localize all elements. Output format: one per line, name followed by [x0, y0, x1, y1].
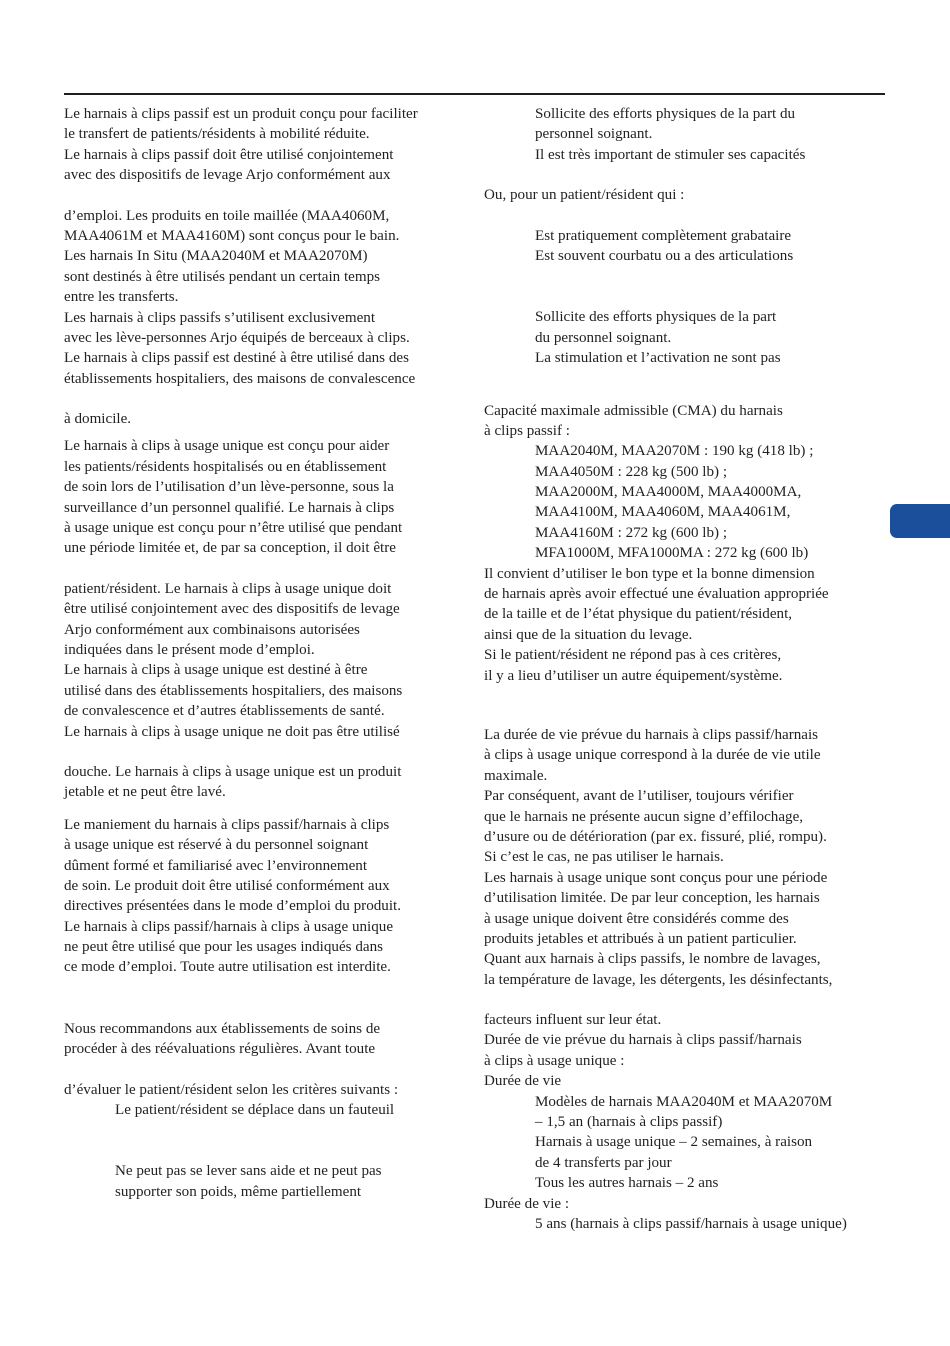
text-line: MAA2040M, MAA2070M : 190 kg (418 lb) ; [535, 443, 814, 460]
text-line: utilisé dans des établissements hospitaliers, des maisons [64, 682, 403, 699]
text-line: d’utilisation limitée. De par leur conception, les harnais [484, 890, 820, 907]
text-line: Les harnais à clips passifs s’utilisent exclusivement [64, 309, 376, 326]
text-line: d’emploi. Les produits en toile maillée (MAA4060M, [64, 207, 390, 224]
text-line: à usage unique est réservé à du personnel soignant [64, 837, 369, 854]
text-line: La stimulation et l’activation ne sont pas [535, 350, 781, 367]
text-line: entre les transferts. [64, 289, 179, 306]
text-line: à clips à usage unique : [484, 1052, 625, 1069]
text-line: être utilisé conjointement avec des dispositifs de levage [64, 601, 400, 618]
text-line: jetable et ne peut être lavé. [64, 784, 226, 801]
text-line: que le harnais ne présente aucun signe d’effilochage, [484, 808, 804, 825]
text-line: Il est très important de stimuler ses capacités [535, 146, 806, 163]
text-line: directives présentées dans le mode d’emploi du produit. [64, 898, 402, 915]
text-line: personnel soignant. [535, 126, 653, 143]
text-line: à clips passif : [484, 422, 570, 439]
text-line: d’usure ou de détérioration (par ex. fissuré, plié, rompu). [484, 828, 827, 845]
text-line: Quant aux harnais à clips passifs, le nombre de lavages, [484, 951, 821, 968]
text-line: Tous les autres harnais – 2 ans [535, 1175, 719, 1192]
text-line: Est pratiquement complètement grabataire [535, 227, 792, 244]
text-line: facteurs influent sur leur état. [484, 1012, 662, 1029]
text-line: Le patient/résident se déplace dans un fauteuil [115, 1102, 395, 1119]
right-text-column [484, 104, 884, 1234]
text-line: Sollicite des efforts physiques de la part [535, 309, 777, 326]
text-line: Le harnais à clips passif est destiné à être utilisé dans des [64, 350, 409, 367]
text-line: avec des dispositifs de levage Arjo conformément aux [64, 167, 391, 184]
text-line: MAA2000M, MAA4000M, MAA4000MA, [535, 484, 802, 501]
text-line: à clips à usage unique correspond à la durée de vie utile [484, 747, 821, 764]
text-line: d’évaluer le patient/résident selon les critères suivants : [64, 1081, 399, 1098]
text-line: sont destinés à être utilisés pendant un certain temps [64, 268, 381, 285]
text-line: MAA4050M : 228 kg (500 lb) ; [535, 463, 728, 480]
text-line: Ne peut pas se lever sans aide et ne peut pas [115, 1163, 382, 1180]
text-line: ainsi que de la situation du levage. [484, 626, 693, 643]
text-line: de soin lors de l’utilisation d’un lève-personne, sous la [64, 479, 394, 496]
text-line: le transfert de patients/résidents à mobilité réduite. [64, 126, 370, 143]
text-line: douche. Le harnais à clips à usage unique est un produit [64, 763, 402, 780]
section-tab-marker [890, 504, 950, 538]
text-line: dûment formé et familiarisé avec l’environnement [64, 857, 368, 874]
text-line: Les harnais In Situ (MAA2040M et MAA2070M) [64, 248, 368, 265]
text-line: de soin. Le produit doit être utilisé conformément aux [64, 877, 390, 894]
text-line: Le maniement du harnais à clips passif/harnais à clips [64, 816, 390, 833]
text-line: Si le patient/résident ne répond pas à ces critères, [484, 647, 782, 664]
text-line: du personnel soignant. [535, 329, 672, 346]
left-text-column [64, 104, 469, 1202]
text-line: de harnais après avoir effectué une évaluation appropriée [484, 586, 829, 603]
text-line: à usage unique doivent être considérés comme des [484, 910, 789, 927]
text-line: une période limitée et, de par sa conception, il doit être [64, 540, 396, 557]
text-line: La durée de vie prévue du harnais à clips passif/harnais [484, 726, 819, 743]
text-line: patient/résident. Le harnais à clips à usage unique doit [64, 580, 392, 597]
text-line: maximale. [484, 767, 548, 784]
text-line: Est souvent courbatu ou a des articulations [535, 247, 794, 264]
text-line: Ou, pour un patient/résident qui : [484, 187, 685, 204]
text-line: avec les lève-personnes Arjo équipés de berceaux à clips. [64, 329, 410, 346]
text-line: les patients/résidents hospitalisés ou en établissement [64, 458, 387, 475]
text-line: Il convient d’utiliser le bon type et la bonne dimension [484, 565, 815, 582]
text-line: ce mode d’emploi. Toute autre utilisation est interdite. [64, 959, 391, 976]
text-line: Le harnais à clips passif est un produit conçu pour faciliter [64, 106, 418, 122]
header-rule [64, 93, 885, 95]
text-line: Le harnais à clips à usage unique est conçu pour aider [64, 438, 390, 455]
text-line: Modèles de harnais MAA2040M et MAA2070M [535, 1093, 833, 1110]
text-line: Par conséquent, avant de l’utiliser, toujours vérifier [484, 788, 794, 805]
text-line: il y a lieu d’utiliser un autre équipement/système. [484, 667, 783, 684]
text-line: Le harnais à clips passif/harnais à clips à usage unique [64, 918, 394, 935]
text-line: MFA1000M, MFA1000MA : 272 kg (600 lb) [535, 545, 809, 562]
text-line: Le harnais à clips passif doit être utilisé conjointement [64, 146, 394, 163]
text-line: indiquées dans le présent mode d’emploi. [64, 641, 315, 658]
text-line: Les harnais à usage unique sont conçus pour une période [484, 869, 828, 886]
text-line: à domicile. [64, 411, 132, 428]
text-line: la température de lavage, les détergents, les désinfectants, [484, 971, 833, 988]
text-line: supporter son poids, même partiellement [115, 1183, 362, 1200]
text-line: de la taille et de l’état physique du patient/résident, [484, 606, 793, 623]
text-line: surveillance d’un personnel qualifié. Le harnais à clips [64, 499, 395, 516]
text-line: de 4 transferts par jour [535, 1154, 672, 1171]
text-line: MAA4160M : 272 kg (600 lb) ; [535, 524, 728, 541]
text-line: procéder à des réévaluations régulières. Avant toute [64, 1041, 376, 1058]
text-line: Le harnais à clips à usage unique ne doit pas être utilisé [64, 723, 400, 740]
text-line: de convalescence et d’autres établissements de santé. [64, 703, 385, 720]
text-line: Nous recommandons aux établissements de soins de [64, 1020, 381, 1037]
text-line: ne peut être utilisé que pour les usages indiqués dans [64, 939, 383, 956]
text-line: produits jetables et attribués à un patient particulier. [484, 930, 797, 947]
text-line: Arjo conformément aux combinaisons autorisées [64, 621, 360, 638]
text-line: MAA4061M et MAA4160M) sont conçus pour le bain. [64, 227, 400, 244]
text-line: – 1,5 an (harnais à clips passif) [535, 1114, 723, 1131]
text-line: 5 ans (harnais à clips passif/harnais à usage unique) [535, 1215, 847, 1232]
text-line: Sollicite des efforts physiques de la part du [535, 106, 796, 122]
text-line: Le harnais à clips à usage unique est destiné à être [64, 662, 368, 679]
text-line: établissements hospitaliers, des maisons de convalescence [64, 370, 416, 387]
text-line: Durée de vie [484, 1073, 562, 1090]
text-line: Capacité maximale admissible (CMA) du harnais [484, 402, 783, 419]
text-line: à usage unique est conçu pour n’être utilisé que pendant [64, 520, 403, 537]
text-line: Si c’est le cas, ne pas utiliser le harnais. [484, 849, 724, 866]
text-line: Durée de vie : [484, 1195, 570, 1212]
text-line: Harnais à usage unique – 2 semaines, à raison [535, 1134, 813, 1151]
text-line: MAA4100M, MAA4060M, MAA4061M, [535, 504, 791, 521]
text-line: Durée de vie prévue du harnais à clips passif/harnais [484, 1032, 802, 1049]
